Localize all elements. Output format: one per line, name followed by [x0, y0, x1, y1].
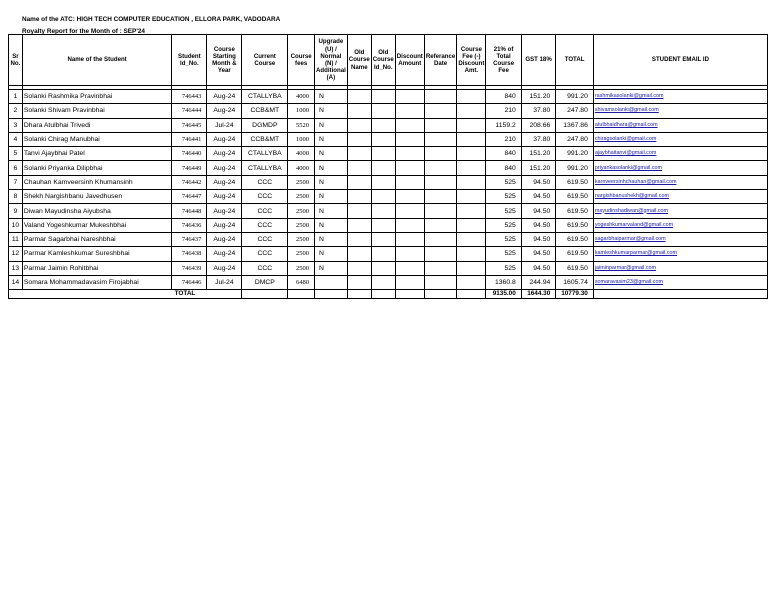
row-referance-date — [424, 132, 456, 146]
table-row — [9, 204, 768, 218]
row-21pct: 525 — [486, 247, 521, 261]
row-total: 619.50 — [556, 204, 594, 218]
row-upgrade-type: N — [315, 147, 348, 161]
row-sr: 13 — [9, 261, 23, 275]
row-gst: 94.50 — [521, 175, 556, 189]
col-header-21pct: 21% of Total Course Fee — [486, 35, 521, 86]
row-old-course-name — [347, 247, 371, 261]
row-sr: 10 — [9, 218, 23, 232]
row-course-fee-discount — [457, 147, 486, 161]
col-header-course-fee-discount: Course Fee (-) Discount Amt. — [457, 35, 486, 86]
row-student-id: 746439 — [172, 261, 207, 275]
row-course-fee-discount — [457, 132, 486, 146]
row-course: DMCP — [242, 275, 288, 289]
row-total: 619.50 — [556, 247, 594, 261]
row-sr: 3 — [9, 118, 23, 132]
table-row — [9, 104, 768, 118]
row-course-fee-discount — [457, 161, 486, 175]
row-referance-date — [424, 204, 456, 218]
row-old-course-name — [347, 232, 371, 246]
row-course: CCC — [242, 247, 288, 261]
row-21pct: 525 — [486, 175, 521, 189]
row-discount — [395, 90, 424, 104]
table-row — [9, 247, 768, 261]
table-row — [9, 261, 768, 275]
row-discount — [395, 247, 424, 261]
row-gst: 208.66 — [521, 118, 556, 132]
col-header-total: TOTAL — [556, 35, 594, 86]
student-rows — [9, 90, 768, 290]
row-discount — [395, 204, 424, 218]
row-student-id: 746447 — [172, 190, 207, 204]
col-header-upgrade: Upgrade (U) / Normal (N) / Additional (A) — [315, 35, 348, 86]
row-fees: 4000 — [288, 161, 315, 175]
row-total: 1605.74 — [556, 275, 594, 289]
row-start: Aug-24 — [207, 175, 242, 189]
row-course-fee-discount — [457, 247, 486, 261]
row-old-course-id — [371, 204, 395, 218]
row-old-course-name — [347, 175, 371, 189]
row-fees: 2500 — [288, 232, 315, 246]
row-referance-date — [424, 247, 456, 261]
row-student-id: 746438 — [172, 247, 207, 261]
row-sr: 5 — [9, 147, 23, 161]
row-fees: 4000 — [288, 90, 315, 104]
row-email[interactable]: yogeshkumarvaland@gmail.com — [593, 218, 767, 232]
row-old-course-id — [371, 147, 395, 161]
row-student-id: 746441 — [172, 132, 207, 146]
row-upgrade-type: N — [315, 132, 348, 146]
row-gst: 94.50 — [521, 247, 556, 261]
row-student-name: Dhara Atulbhai Trivedi — [22, 118, 171, 132]
row-21pct: 840 — [486, 147, 521, 161]
row-course: CTALLYBA — [242, 161, 288, 175]
row-old-course-id — [371, 261, 395, 275]
row-referance-date — [424, 147, 456, 161]
row-student-name: Diwan Mayudinsha Aiyubsha — [22, 204, 171, 218]
col-header-start: Course Starting Month & Year — [207, 35, 242, 86]
row-old-course-id — [371, 118, 395, 132]
totals-row — [9, 290, 768, 299]
row-old-course-name — [347, 90, 371, 104]
row-student-name: Valand Yogeshkumar Mukeshbhai — [22, 218, 171, 232]
col-header-sr: Sr No. — [9, 35, 23, 86]
col-header-old-course-id: Old Course Id_No. — [371, 35, 395, 86]
row-total: 619.50 — [556, 261, 594, 275]
row-course-fee-discount — [457, 261, 486, 275]
row-total: 991.20 — [556, 161, 594, 175]
row-old-course-name — [347, 190, 371, 204]
row-email[interactable]: mayudinshadiwan@gmail.com — [593, 204, 767, 218]
row-student-id: 746442 — [172, 175, 207, 189]
row-course-fee-discount — [457, 190, 486, 204]
row-fees: 2500 — [288, 204, 315, 218]
row-gst: 94.50 — [521, 204, 556, 218]
row-email[interactable]: rashmikasolanki@gmail.com — [593, 90, 767, 104]
row-sr: 4 — [9, 132, 23, 146]
row-old-course-id — [371, 275, 395, 289]
row-start: Aug-24 — [207, 190, 242, 204]
row-fees: 1000 — [288, 104, 315, 118]
totals-21pct: 9135.00 — [486, 290, 521, 299]
row-sr: 14 — [9, 275, 23, 289]
row-course: CCC — [242, 204, 288, 218]
row-referance-date — [424, 118, 456, 132]
row-gst: 151.20 — [521, 90, 556, 104]
row-email[interactable]: atulbhaidhara@gmail.com — [593, 118, 767, 132]
row-discount — [395, 104, 424, 118]
col-header-discount: Discount Amount — [395, 35, 424, 86]
row-email[interactable]: kamleshkumarparmar@gmail.com — [593, 247, 767, 261]
row-sr: 9 — [9, 204, 23, 218]
row-start: Aug-24 — [207, 204, 242, 218]
row-email[interactable]: shivamsolanki@gmail.com — [593, 104, 767, 118]
row-upgrade-type: N — [315, 261, 348, 275]
col-header-email: STUDENT EMAIL ID — [593, 35, 767, 86]
row-total: 619.50 — [556, 218, 594, 232]
row-old-course-name — [347, 261, 371, 275]
col-header-gst: GST 18% — [521, 35, 556, 86]
row-gst: 94.50 — [521, 190, 556, 204]
row-21pct: 210 — [486, 104, 521, 118]
row-email[interactable]: priyankasolanki@gmail.com — [593, 161, 767, 175]
row-21pct: 525 — [486, 232, 521, 246]
row-upgrade-type: N — [315, 104, 348, 118]
row-21pct: 525 — [486, 261, 521, 275]
row-21pct: 1159.2 — [486, 118, 521, 132]
row-referance-date — [424, 232, 456, 246]
row-email[interactable]: karnveersinhchauhan@gmail.com — [593, 175, 767, 189]
table-row — [9, 90, 768, 104]
col-header-student-id: Student Id_No. — [172, 35, 207, 86]
col-header-referance-date: Referance Date — [424, 35, 456, 86]
row-gst: 94.50 — [521, 261, 556, 275]
row-gst: 94.50 — [521, 232, 556, 246]
row-old-course-id — [371, 104, 395, 118]
row-student-id: 746449 — [172, 161, 207, 175]
row-fees: 4000 — [288, 147, 315, 161]
row-21pct: 840 — [486, 161, 521, 175]
row-course: CCC — [242, 261, 288, 275]
row-upgrade-type: N — [315, 161, 348, 175]
row-upgrade-type — [315, 275, 348, 289]
row-referance-date — [424, 104, 456, 118]
row-old-course-id — [371, 247, 395, 261]
row-21pct: 525 — [486, 218, 521, 232]
table-row — [9, 190, 768, 204]
row-21pct: 840 — [486, 90, 521, 104]
row-upgrade-type: N — [315, 118, 348, 132]
row-sr: 2 — [9, 104, 23, 118]
row-referance-date — [424, 190, 456, 204]
row-referance-date — [424, 261, 456, 275]
row-old-course-id — [371, 132, 395, 146]
row-gst: 151.20 — [521, 147, 556, 161]
row-sr: 6 — [9, 161, 23, 175]
row-gst: 37.80 — [521, 132, 556, 146]
col-header-old-course-name: Old Course Name — [347, 35, 371, 86]
row-student-id: 746446 — [172, 275, 207, 289]
row-course-fee-discount — [457, 90, 486, 104]
row-course: CCC — [242, 175, 288, 189]
row-referance-date — [424, 175, 456, 189]
row-discount — [395, 175, 424, 189]
row-upgrade-type: N — [315, 218, 348, 232]
row-email[interactable]: ajaybhaitanvi@gmail.com — [593, 147, 767, 161]
row-discount — [395, 275, 424, 289]
col-header-current-course: Current Course — [242, 35, 288, 86]
row-start: Jul-24 — [207, 275, 242, 289]
row-course-fee-discount — [457, 104, 486, 118]
row-email[interactable]: chiragsolanki@gmail.com — [593, 132, 767, 146]
row-start: Aug-24 — [207, 104, 242, 118]
row-student-id: 746444 — [172, 104, 207, 118]
row-sr: 11 — [9, 232, 23, 246]
report-month-heading: Royalty Report for the Month of : SEP'24 — [22, 28, 145, 35]
row-old-course-name — [347, 147, 371, 161]
row-email[interactable]: somaravasim23@gmail.com — [593, 275, 767, 289]
row-student-id: 746440 — [172, 147, 207, 161]
row-old-course-name — [347, 204, 371, 218]
row-old-course-id — [371, 218, 395, 232]
row-old-course-name — [347, 161, 371, 175]
row-discount — [395, 147, 424, 161]
row-student-name: Solanki Priyanka Dilipbhai — [22, 161, 171, 175]
row-total: 991.20 — [556, 90, 594, 104]
row-student-id: 746445 — [172, 118, 207, 132]
table-row — [9, 175, 768, 189]
row-email[interactable]: nargishbanushekh@gmail.com — [593, 190, 767, 204]
header-row — [9, 35, 768, 86]
row-total: 1367.86 — [556, 118, 594, 132]
row-total: 991.20 — [556, 147, 594, 161]
row-start: Aug-24 — [207, 261, 242, 275]
row-upgrade-type: N — [315, 232, 348, 246]
row-total: 247.80 — [556, 104, 594, 118]
totals-gst: 1644.30 — [521, 290, 556, 299]
row-total: 619.50 — [556, 190, 594, 204]
row-total: 247.80 — [556, 132, 594, 146]
row-course-fee-discount — [457, 175, 486, 189]
royalty-table — [8, 34, 768, 299]
row-student-name: Somara Mohammadavasim Firojabhai — [22, 275, 171, 289]
row-old-course-name — [347, 275, 371, 289]
row-course: CTALLYBA — [242, 147, 288, 161]
table-row — [9, 147, 768, 161]
row-course-fee-discount — [457, 275, 486, 289]
atc-name-heading: Name of the ATC: HIGH TECH COMPUTER EDUCATION , ELLORA PARK, VADODARA — [22, 16, 281, 23]
row-fees: 2500 — [288, 247, 315, 261]
row-start: Aug-24 — [207, 161, 242, 175]
row-referance-date — [424, 90, 456, 104]
row-discount — [395, 161, 424, 175]
table-row — [9, 118, 768, 132]
row-student-name: Parmar Jaimin Rohitbhai — [22, 261, 171, 275]
row-student-name: Parmar Sagarbhai Nareshbhai — [22, 232, 171, 246]
row-sr: 8 — [9, 190, 23, 204]
row-discount — [395, 232, 424, 246]
row-old-course-name — [347, 218, 371, 232]
row-discount — [395, 132, 424, 146]
row-old-course-id — [371, 190, 395, 204]
row-old-course-id — [371, 232, 395, 246]
row-course: CCC — [242, 190, 288, 204]
row-old-course-id — [371, 161, 395, 175]
row-gst: 151.20 — [521, 161, 556, 175]
row-gst: 94.50 — [521, 218, 556, 232]
row-fees: 2500 — [288, 175, 315, 189]
row-fees: 2500 — [288, 190, 315, 204]
row-student-id: 746437 — [172, 232, 207, 246]
row-upgrade-type: N — [315, 175, 348, 189]
row-gst: 244.94 — [521, 275, 556, 289]
row-course-fee-discount — [457, 204, 486, 218]
row-total: 619.50 — [556, 175, 594, 189]
row-discount — [395, 190, 424, 204]
row-email[interactable]: sagarbhaiparmar@gmail.com — [593, 232, 767, 246]
row-old-course-name — [347, 104, 371, 118]
row-start: Jul-24 — [207, 118, 242, 132]
col-header-name: Name of the Student — [22, 35, 171, 86]
row-21pct: 525 — [486, 204, 521, 218]
row-student-id: 746443 — [172, 90, 207, 104]
row-fees: 2500 — [288, 261, 315, 275]
table-row — [9, 132, 768, 146]
totals-label: TOTAL — [9, 290, 242, 299]
row-student-id: 746436 — [172, 218, 207, 232]
row-course: CCB&MT — [242, 104, 288, 118]
row-upgrade-type: N — [315, 247, 348, 261]
row-student-id: 746448 — [172, 204, 207, 218]
row-course: CCC — [242, 232, 288, 246]
row-discount — [395, 118, 424, 132]
row-course-fee-discount — [457, 218, 486, 232]
row-student-name: Parmar Kamleshkumar Sureshbhai — [22, 247, 171, 261]
row-course: CTALLYBA — [242, 90, 288, 104]
row-student-name: Shekh Nargishbanu Javedhusen — [22, 190, 171, 204]
row-old-course-id — [371, 90, 395, 104]
table-row — [9, 232, 768, 246]
row-fees: 6480 — [288, 275, 315, 289]
row-21pct: 210 — [486, 132, 521, 146]
row-sr: 12 — [9, 247, 23, 261]
row-gst: 37.80 — [521, 104, 556, 118]
table-row — [9, 218, 768, 232]
row-sr: 7 — [9, 175, 23, 189]
table-row — [9, 161, 768, 175]
row-21pct: 1360.8 — [486, 275, 521, 289]
row-course-fee-discount — [457, 232, 486, 246]
row-student-name: Chauhan Kamveersinh Khumansinh — [22, 175, 171, 189]
row-referance-date — [424, 218, 456, 232]
row-course: CCB&MT — [242, 132, 288, 146]
row-total: 619.50 — [556, 232, 594, 246]
row-course-fee-discount — [457, 118, 486, 132]
row-start: Aug-24 — [207, 90, 242, 104]
row-fees: 2500 — [288, 218, 315, 232]
row-discount — [395, 218, 424, 232]
row-start: Aug-24 — [207, 147, 242, 161]
row-start: Aug-24 — [207, 247, 242, 261]
row-student-name: Solanki Chirag Manubhai — [22, 132, 171, 146]
row-fees: 5520 — [288, 118, 315, 132]
row-email[interactable]: jaiminparmar@gmail.com — [593, 261, 767, 275]
row-course: CCC — [242, 218, 288, 232]
row-21pct: 525 — [486, 190, 521, 204]
col-header-fees: Course fees — [288, 35, 315, 86]
row-upgrade-type: N — [315, 204, 348, 218]
row-discount — [395, 261, 424, 275]
totals-total: 10779.30 — [556, 290, 594, 299]
row-upgrade-type: N — [315, 90, 348, 104]
row-sr: 1 — [9, 90, 23, 104]
row-start: Aug-24 — [207, 232, 242, 246]
row-referance-date — [424, 161, 456, 175]
row-student-name: Solanki Shivam Pravinbhai — [22, 104, 171, 118]
row-old-course-name — [347, 118, 371, 132]
table-row — [9, 275, 768, 289]
row-student-name: Tanvi Ajaybhai Patel — [22, 147, 171, 161]
row-referance-date — [424, 275, 456, 289]
row-fees: 1000 — [288, 132, 315, 146]
row-old-course-name — [347, 132, 371, 146]
row-course: DGMDP — [242, 118, 288, 132]
row-start: Aug-24 — [207, 132, 242, 146]
row-old-course-id — [371, 175, 395, 189]
row-upgrade-type: N — [315, 190, 348, 204]
row-student-name: Solanki Rashmika Pravinbhai — [22, 90, 171, 104]
row-start: Aug-24 — [207, 218, 242, 232]
